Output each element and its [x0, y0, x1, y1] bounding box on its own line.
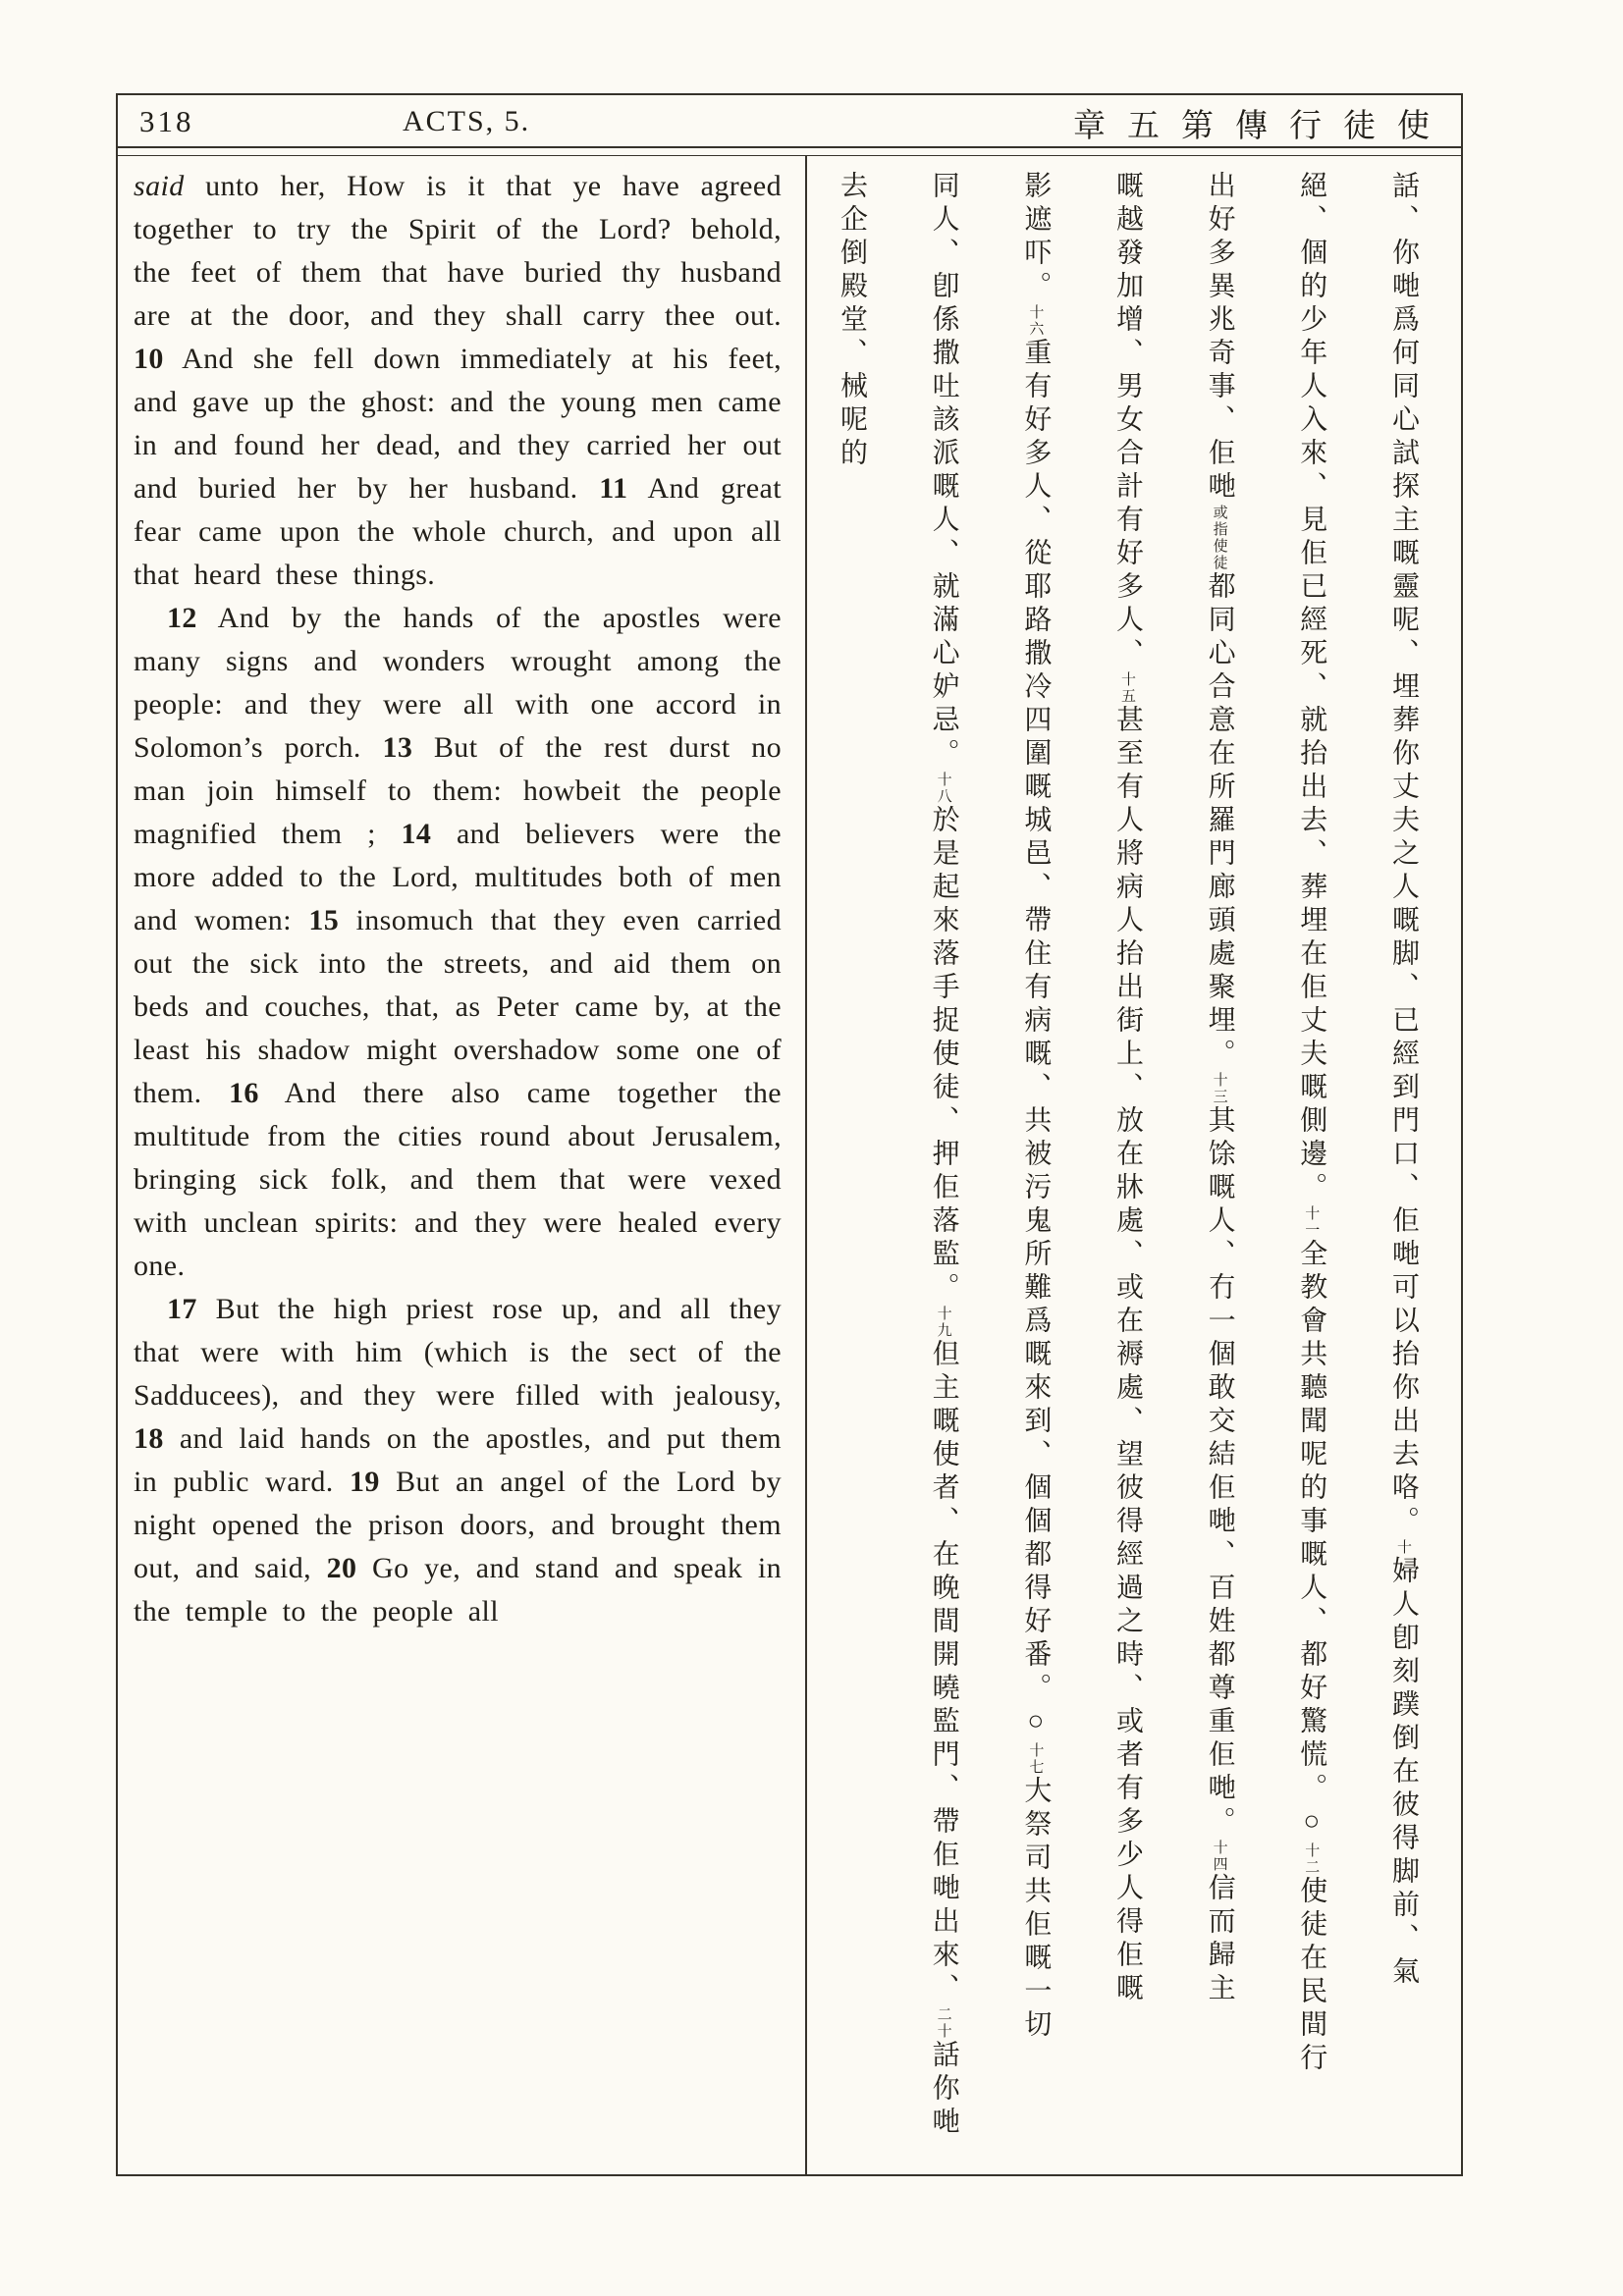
english-text-column: [118, 155, 807, 2174]
page-frame: [116, 93, 1463, 2176]
chinese-text-section: [807, 155, 1461, 2174]
header-chinese-title: 章五第傳行徒使: [1073, 109, 1451, 144]
chinese-column-6: 同人、卽係撒吐該派嘅人、就滿心妒忌。十八於是起來落手捉使徒、押佢落監。十九但主嘅使者、在晚間開曉監門、帶佢哋出來、二十話你哋: [928, 171, 959, 2140]
english-paragraph-2: 12 And by the hands of the apostles were many signs and wonders wrought among the people: and they were all with one accord in Solomon’s porch. 13 But of the rest durst no man join himself to them: howbeit the people magnified them ; 14 and believers were the more added to the Lord, multitudes both of men and women: 15 insomuch that they even carried out the sick into the streets, and aid them on beds and couches, that, as Peter came by, at the least his shadow might overshadow some one of them. 16 And there also came together the multitude from the cities round about Jerusalem, bringing sick folk, and them that were vexed with unclean spirits: and they were healed every one.: [134, 602, 783, 1282]
chinese-column-7: 去企倒殿堂、械呢的: [837, 171, 867, 471]
page-header: [118, 95, 1461, 146]
header-english-title: ACTS, 5.: [403, 105, 531, 137]
chinese-column-3: 出好多異兆奇事、佢哋或指使徒都同心合意在所羅門廊頭處聚埋。十三其馀嘅人、冇一個敢交結佢哋、百姓都尊重佢哋。十四信而歸主: [1204, 171, 1235, 2006]
chinese-column-5: 影遮吓。十六重有好多人、從耶路撒冷四圍嘅城邑、帶住有病嘅、共被污鬼所難爲嘅來到、個個都得好番。○十七大祭司共佢嘅一切: [1020, 171, 1052, 2043]
page-body: [118, 155, 1461, 2174]
english-paragraph-1: said unto her, How is it that ye have agreed together to try the Spirit of the Lord? behold, the feet of them that have buried thy husband are at the door, and they shall carry thee out. 10 And she fell down immediately at his feet, and gave up the ghost: and the young men came in and found her dead, and they carried her out and buried her by her husband. 11 And great fear came upon the whole church, and upon all that heard these things.: [134, 170, 782, 591]
chinese-column-4: 嘅越發加增、男女合計有好多人、十五甚至有人將病人抬出街上、放在牀處、或在褥處、望彼得經過之時、或者有多少人得佢嘅: [1111, 171, 1143, 2006]
page-number: 318: [139, 104, 194, 138]
chinese-column-1: 話、你哋爲何同心試探主嘅靈呢、埋葬你丈夫之人嘅脚、已經到門口、佢哋可以抬你出去咯。十婦人卽刻蹼倒在彼得脚前、氣: [1387, 171, 1419, 1990]
chinese-column-2: 絕、個的少年人入來、見佢已經死、就抬出去、葬埋在佢丈夫嘅側邊。十一全教會共聽聞呢的事嘅人、都好驚慌。○十二使徒在民間行: [1296, 171, 1327, 2076]
english-paragraph-3: 17 But the high priest rose up, and all they that were with him (which is the sect of the Sadducees), and they were filled with jealousy, 18 and laid hands on the apostles, and put them in public ward. 19 But an angel of the Lord by night opened the prison doors, and brought them out, and said, 20 Go ye, and stand and speak in the temple to the people all: [134, 1293, 783, 1628]
